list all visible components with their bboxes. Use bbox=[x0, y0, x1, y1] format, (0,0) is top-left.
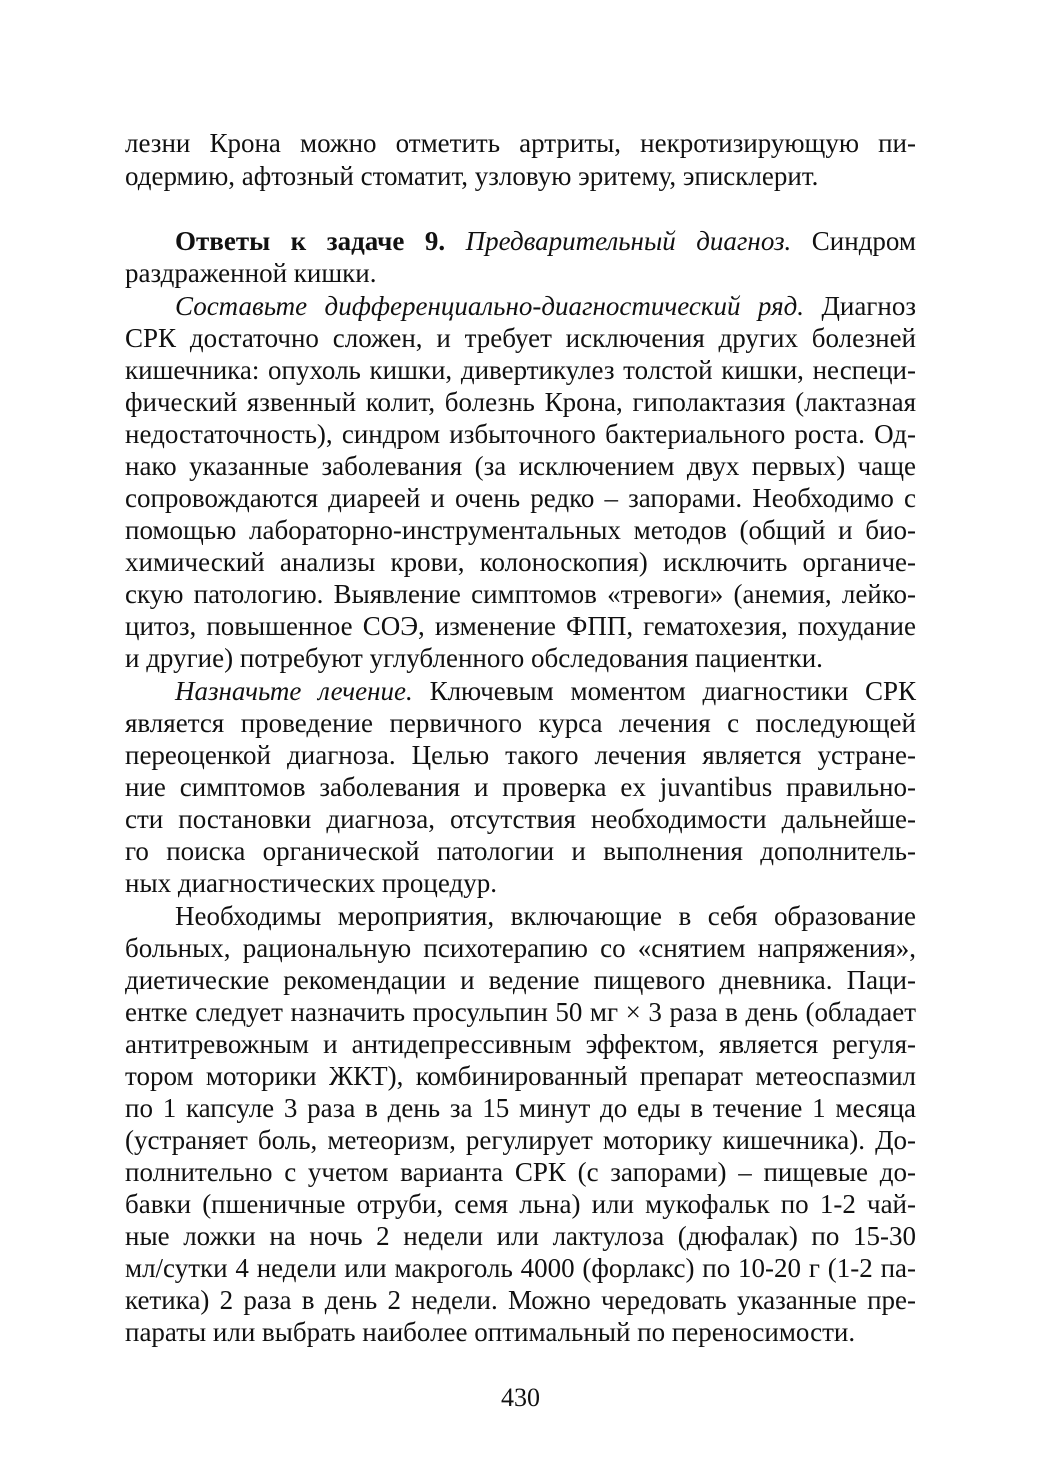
differential-first-line bbox=[175, 290, 916, 322]
text-line: ные ложки на ночь 2 недели или лактулоза (дюфалак) по 15-30 bbox=[125, 1221, 916, 1251]
text-line: тором моторики ЖКТ), комбинированный препарат метеоспазмил bbox=[125, 1061, 916, 1091]
text-line: ентке следует назначить просульпин 50 мг × 3 раза в день (обладает bbox=[125, 997, 916, 1027]
treatment-first-rest: Ключевым моментом диагностики СРК bbox=[429, 676, 917, 706]
text-line: одермию, афтозный стоматит, узловую эритему, эписклерит. bbox=[125, 161, 819, 191]
treatment-italic-lead: Назначьте лечение. bbox=[175, 676, 413, 706]
text-line: СРК достаточно сложен, и требует исключения других болезней bbox=[125, 323, 916, 353]
page-number: 430 bbox=[501, 1383, 540, 1412]
text-line: параты или выбрать наиболее оптимальный по переносимости. bbox=[125, 1317, 856, 1347]
text-line: фический язвенный колит, болезнь Крона, гиполактазия (лактазная bbox=[125, 387, 916, 417]
text-line: полнительно с учетом варианта СРК (с запорами) – пищевые до- bbox=[125, 1157, 916, 1187]
answer-heading-italic: Предварительный диагноз. bbox=[465, 226, 792, 256]
text-line: ных диагностических процедур. bbox=[125, 868, 497, 898]
text-line: и другие) потребуют углубленного обследования пациентки. bbox=[125, 643, 823, 673]
text-line: бавки (пшеничные отруби, семя льна) или мукофальк по 1-2 чай- bbox=[125, 1189, 916, 1219]
text-line: го поиска органической патологии и выполнения дополнитель- bbox=[125, 836, 916, 866]
answer-heading bbox=[175, 225, 916, 257]
answer-heading-bold: Ответы к задаче 9. bbox=[175, 226, 446, 256]
text-line: мл/сутки 4 недели или макроголь 4000 (форлакс) по 10-20 г (1-2 па- bbox=[125, 1253, 916, 1283]
text-line: антитревожным и антидепрессивным эффектом, является регуля- bbox=[125, 1029, 916, 1059]
text-line: цитоз, повышенное СОЭ, изменение ФПП, гематохезия, похудание bbox=[125, 611, 916, 641]
text-line: сопровождаются диареей и очень редко – запорами. Необходимо с bbox=[125, 483, 916, 513]
text-line: нако указанные заболевания (за исключением двух первых) чаще bbox=[125, 451, 916, 481]
differential-first-rest: Диагноз bbox=[821, 291, 916, 321]
text-line: кетика) 2 раза в день 2 недели. Можно чередовать указанные пре- bbox=[125, 1285, 916, 1315]
text-line: по 1 капсуле 3 раза в день за 15 минут до еды в течение 1 месяца bbox=[125, 1093, 916, 1123]
text-line: скую патологию. Выявление симптомов «тревоги» (анемия, лейко- bbox=[125, 579, 916, 609]
text-line: ние симптомов заболевания и проверка ex juvantibus правильно- bbox=[125, 772, 916, 802]
text-line: кишечника: опухоль кишки, дивертикулез толстой кишки, неспеци- bbox=[125, 355, 916, 385]
text-line: лезни Крона можно отметить артриты, некротизирующую пи- bbox=[125, 128, 916, 158]
treatment-first-line bbox=[175, 675, 916, 707]
text-line: больных, рациональную психотерапию со «снятием напряжения», bbox=[125, 933, 916, 963]
answer-heading-rest: Синдром bbox=[811, 226, 916, 256]
text-line: раздраженной кишки. bbox=[125, 258, 377, 288]
differential-italic-lead: Составьте дифференциально-диагностический ряд. bbox=[175, 291, 805, 321]
text-line: помощью лабораторно-инструментальных методов (общий и био- bbox=[125, 515, 916, 545]
text-line: является проведение первичного курса лечения с последующей bbox=[125, 708, 916, 738]
text-line: химический анализы крови, колоноскопия) исключить органиче- bbox=[125, 547, 916, 577]
text-line: переоценкой диагноза. Целью такого лечения является устране- bbox=[125, 740, 916, 770]
text-line: сти постановки диагноза, отсутствия необходимости дальнейше- bbox=[125, 804, 916, 834]
measures-first-line: Необходимы мероприятия, включающие в себя образование bbox=[175, 901, 916, 931]
text-line: диетические рекомендации и ведение пищевого дневника. Паци- bbox=[125, 965, 916, 995]
text-line: (устраняет боль, метеоризм, регулирует моторику кишечника). До- bbox=[125, 1125, 916, 1155]
text-line: недостаточность), синдром избыточного бактериального роста. Од- bbox=[125, 419, 916, 449]
